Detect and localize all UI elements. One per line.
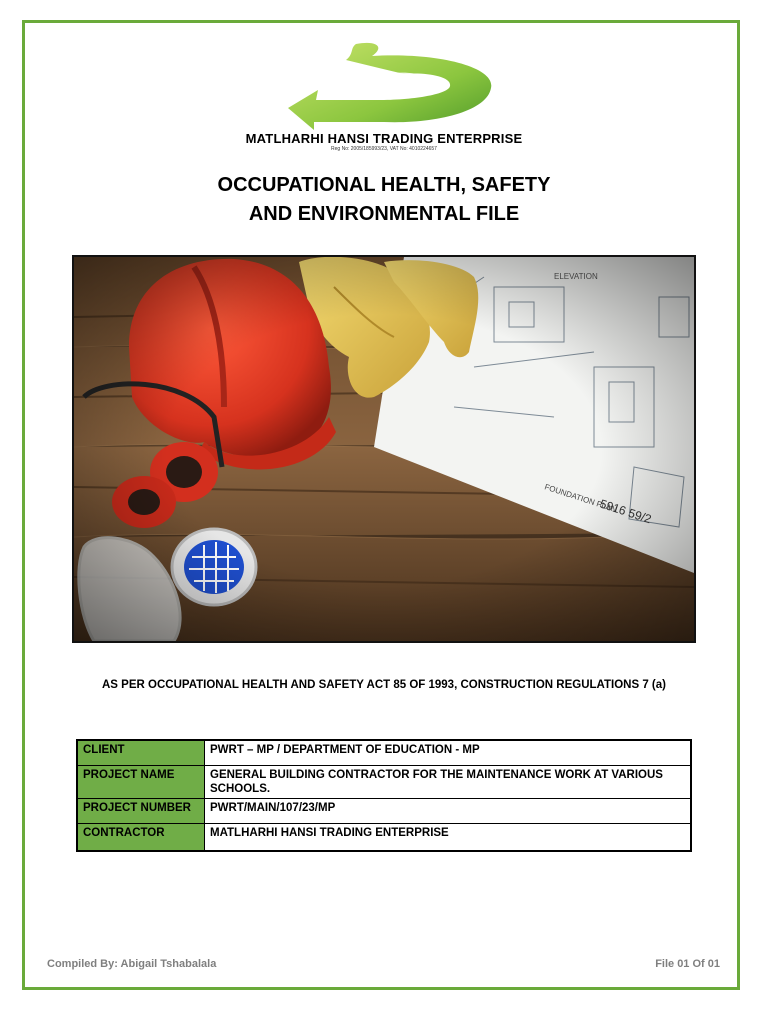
company-registration: Reg No: 2005/185993/23, VAT No: 4010224657: [331, 146, 437, 152]
table-row: [77, 824, 691, 852]
compiled-by: Compiled By: Abigail Tshabalala: [47, 958, 217, 970]
act-reference: AS PER OCCUPATIONAL HEALTH AND SAFETY ACT 85 OF 1993, CONSTRUCTION REGULATIONS 7 (a): [102, 679, 666, 691]
table-row: [77, 799, 691, 824]
cover-photo: [72, 255, 696, 643]
project-name-value: GENERAL BUILDING CONTRACTOR FOR THE MAINTENANCE WORK AT VARIOUS SCHOOLS.: [205, 766, 692, 799]
client-label: CLIENT: [77, 740, 205, 766]
contractor-label: CONTRACTOR: [77, 824, 205, 852]
title-line-2: AND ENVIRONMENTAL FILE: [248, 203, 520, 225]
table-row: [77, 740, 691, 766]
project-number-value: PWRT/MAIN/107/23/MP: [205, 799, 692, 824]
project-name-label: PROJECT NAME: [77, 766, 205, 799]
client-value: PWRT – MP / DEPARTMENT OF EDUCATION - MP: [205, 740, 692, 766]
company-logo: [284, 38, 498, 130]
title-line-1: OCCUPATIONAL HEALTH, SAFETY: [217, 174, 551, 196]
project-number-label: PROJECT NUMBER: [77, 799, 205, 824]
company-name: MATLHARHI HANSI TRADING ENTERPRISE: [245, 131, 523, 146]
table-row: [77, 766, 691, 799]
document-title: [0, 171, 768, 229]
file-reference: File 01 Of 01: [655, 958, 720, 970]
contractor-value: MATLHARHI HANSI TRADING ENTERPRISE: [205, 824, 692, 852]
project-info-table: [76, 739, 692, 852]
